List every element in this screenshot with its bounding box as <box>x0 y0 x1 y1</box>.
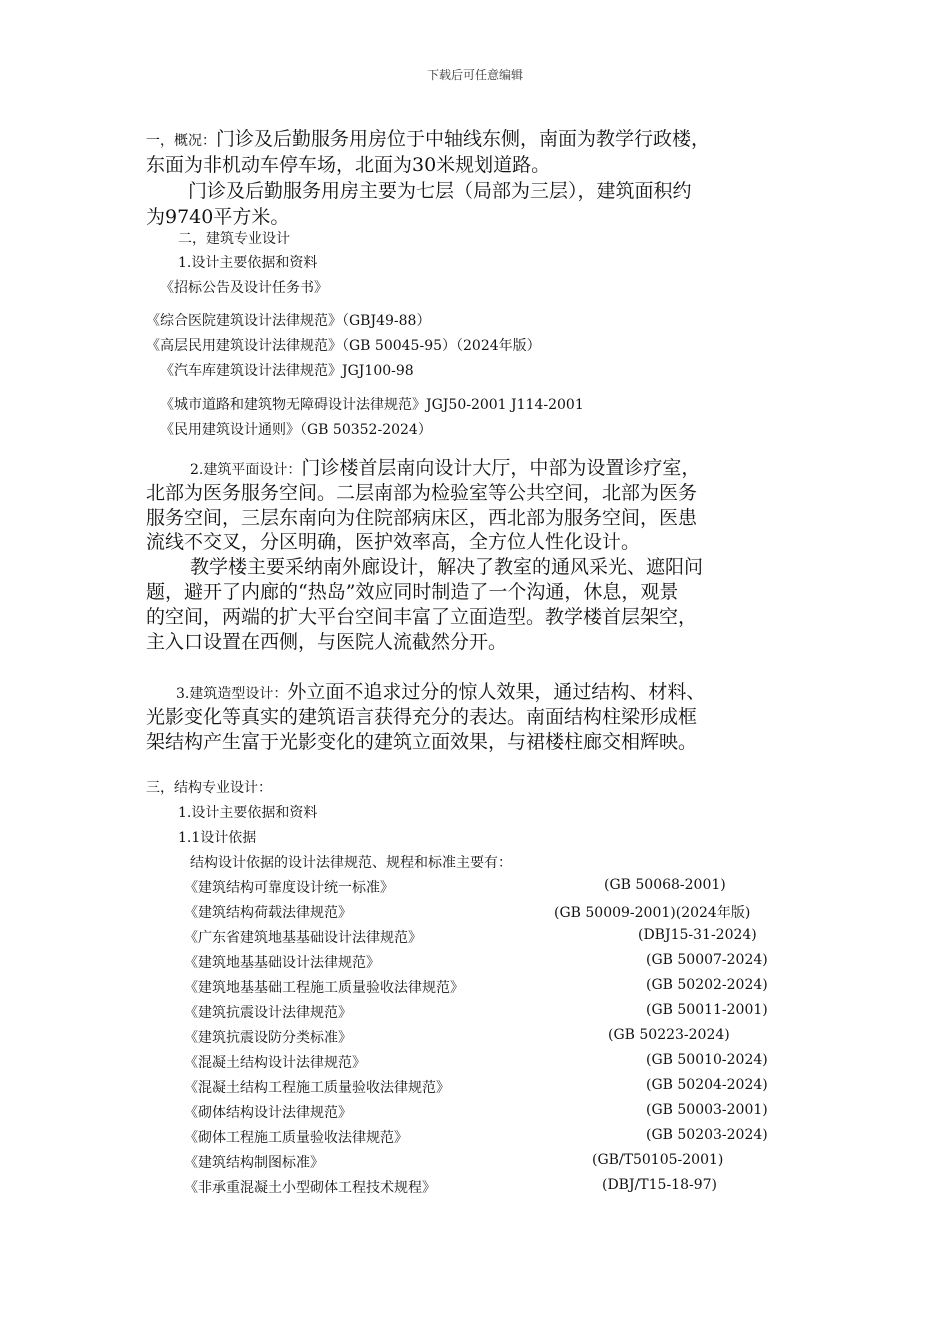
section-heading-architecture: 二，建筑专业设计 <box>178 231 290 247</box>
standard-title: 《广东省建筑地基基础设计法律规范》 <box>184 930 422 946</box>
subheading-design-basis: 1.1设计依据 <box>178 830 257 846</box>
plan-design-text: 北部为医务服务空间。二层南部为检验室等公共空间，北部为医务 <box>146 482 698 504</box>
standard-code: (DBJ15-31-2024) <box>638 927 757 943</box>
overview-paragraph-line <box>146 124 710 151</box>
overview-text: 东面为非机动车停车场，北面为30米规划道路。 <box>146 154 551 176</box>
page-header-note: 下载后可任意编辑 <box>426 68 523 82</box>
reference-item: 《招标公告及设计任务书》 <box>160 280 328 296</box>
section-heading-overview: 一，概况： <box>146 133 216 149</box>
plan-design-text: 服务空间，三层东南向为住院部病床区，西北部为服务空间，医患 <box>146 507 698 529</box>
reference-item: 《民用建筑设计通则》（GB 50352-2024） <box>160 422 432 438</box>
standard-title: 《非承重混凝土小型砌体工程技术规程》 <box>184 1180 436 1196</box>
subheading-plan-design: 2.建筑平面设计： <box>190 462 302 478</box>
form-design-text: 光影变化等真实的建筑语言获得充分的表达。南面结构柱梁形成框 <box>146 706 698 728</box>
standard-code: (GB 50010-2024) <box>646 1052 768 1068</box>
plan-design-paragraph-line <box>190 453 700 480</box>
plan-design-text: 门诊楼首层南向设计大厅，中部为设置诊疗室， <box>301 457 701 479</box>
standard-title: 《建筑抗震设防分类标准》 <box>184 1030 352 1046</box>
subheading-basis: 1.设计主要依据和资料 <box>178 255 318 271</box>
standard-title: 《建筑结构可靠度设计统一标准》 <box>184 880 394 896</box>
standard-title: 《建筑地基基础设计法律规范》 <box>184 955 380 971</box>
reference-item: 《高层民用建筑设计法律规范》（GB 50045-95）（2024年版） <box>146 338 541 354</box>
subheading-form-design: 3.建筑造型设计： <box>176 686 288 702</box>
standard-title: 《砌体工程施工质量验收法律规范》 <box>184 1130 408 1146</box>
standard-title: 《建筑抗震设计法律规范》 <box>184 1005 352 1021</box>
reference-item: 《城市道路和建筑物无障碍设计法律规范》JGJ50-2001 J114-2001 <box>160 397 584 413</box>
form-design-paragraph-line <box>176 677 705 704</box>
standard-title: 《砌体结构设计法律规范》 <box>184 1105 352 1121</box>
section-heading-structure: 三，结构专业设计： <box>146 780 272 796</box>
plan-design-text: 教学楼主要采纳南外廊设计，解决了教室的通风采光、遮阳问 <box>190 556 704 578</box>
standard-code: (GB 50202-2024) <box>646 977 768 993</box>
standard-title: 《混凝土结构工程施工质量验收法律规范》 <box>184 1080 450 1096</box>
standard-code: (GB 50009-2001)(2024年版) <box>554 905 751 921</box>
form-design-text: 架结构产生富于光影变化的建筑立面效果，与裙楼柱廊交相辉映。 <box>146 731 698 753</box>
standard-title: 《建筑地基基础工程施工质量验收法律规范》 <box>184 980 464 996</box>
standard-title: 《建筑结构制图标准》 <box>184 1155 324 1171</box>
standard-title: 《建筑结构荷载法律规范》 <box>184 905 352 921</box>
standard-code: (GB 50068-2001) <box>604 877 726 893</box>
standard-code: (GB 50007-2024) <box>646 952 768 968</box>
plan-design-text: 主入口设置在西侧，与医院人流截然分开。 <box>146 631 508 653</box>
standard-title: 《混凝土结构设计法律规范》 <box>184 1055 366 1071</box>
form-design-text: 外立面不追求过分的惊人效果，通过结构、材料、 <box>287 681 706 703</box>
plan-design-text: 流线不交叉，分区明确，医护效率高，全方位人性化设计。 <box>146 531 641 553</box>
standard-code: (GB/T50105-2001) <box>592 1152 724 1168</box>
overview-text: 门诊及后勤服务用房位于中轴线东侧，南面为教学行政楼， <box>216 128 711 150</box>
overview-text: 为9740平方米。 <box>146 206 290 228</box>
standard-code: (DBJ/T15-18-97) <box>602 1177 718 1193</box>
standard-code: (GB 50204-2024) <box>646 1077 768 1093</box>
standard-code: (GB 50223-2024) <box>608 1027 730 1043</box>
plan-design-text: 的空间，两端的扩大平台空间丰富了立面造型。教学楼首层架空， <box>146 606 698 628</box>
reference-item: 《汽车库建筑设计法律规范》JGJ100-98 <box>160 363 414 379</box>
standard-code: (GB 50203-2024) <box>646 1127 768 1143</box>
standards-intro: 结构设计依据的设计法律规范、规程和标准主要有： <box>190 855 512 871</box>
plan-design-text: 题，避开了内廊的“热岛”效应同时制造了一个沟通，休息，观景 <box>146 581 679 603</box>
standard-code: (GB 50003-2001) <box>646 1102 768 1118</box>
subheading-basis: 1.设计主要依据和资料 <box>178 805 318 821</box>
reference-item: 《综合医院建筑设计法律规范》（GBJ49-88） <box>146 313 431 329</box>
standard-code: (GB 50011-2001) <box>646 1002 768 1018</box>
overview-text: 门诊及后勤服务用房主要为七层（局部为三层），建筑面积约 <box>188 180 692 202</box>
